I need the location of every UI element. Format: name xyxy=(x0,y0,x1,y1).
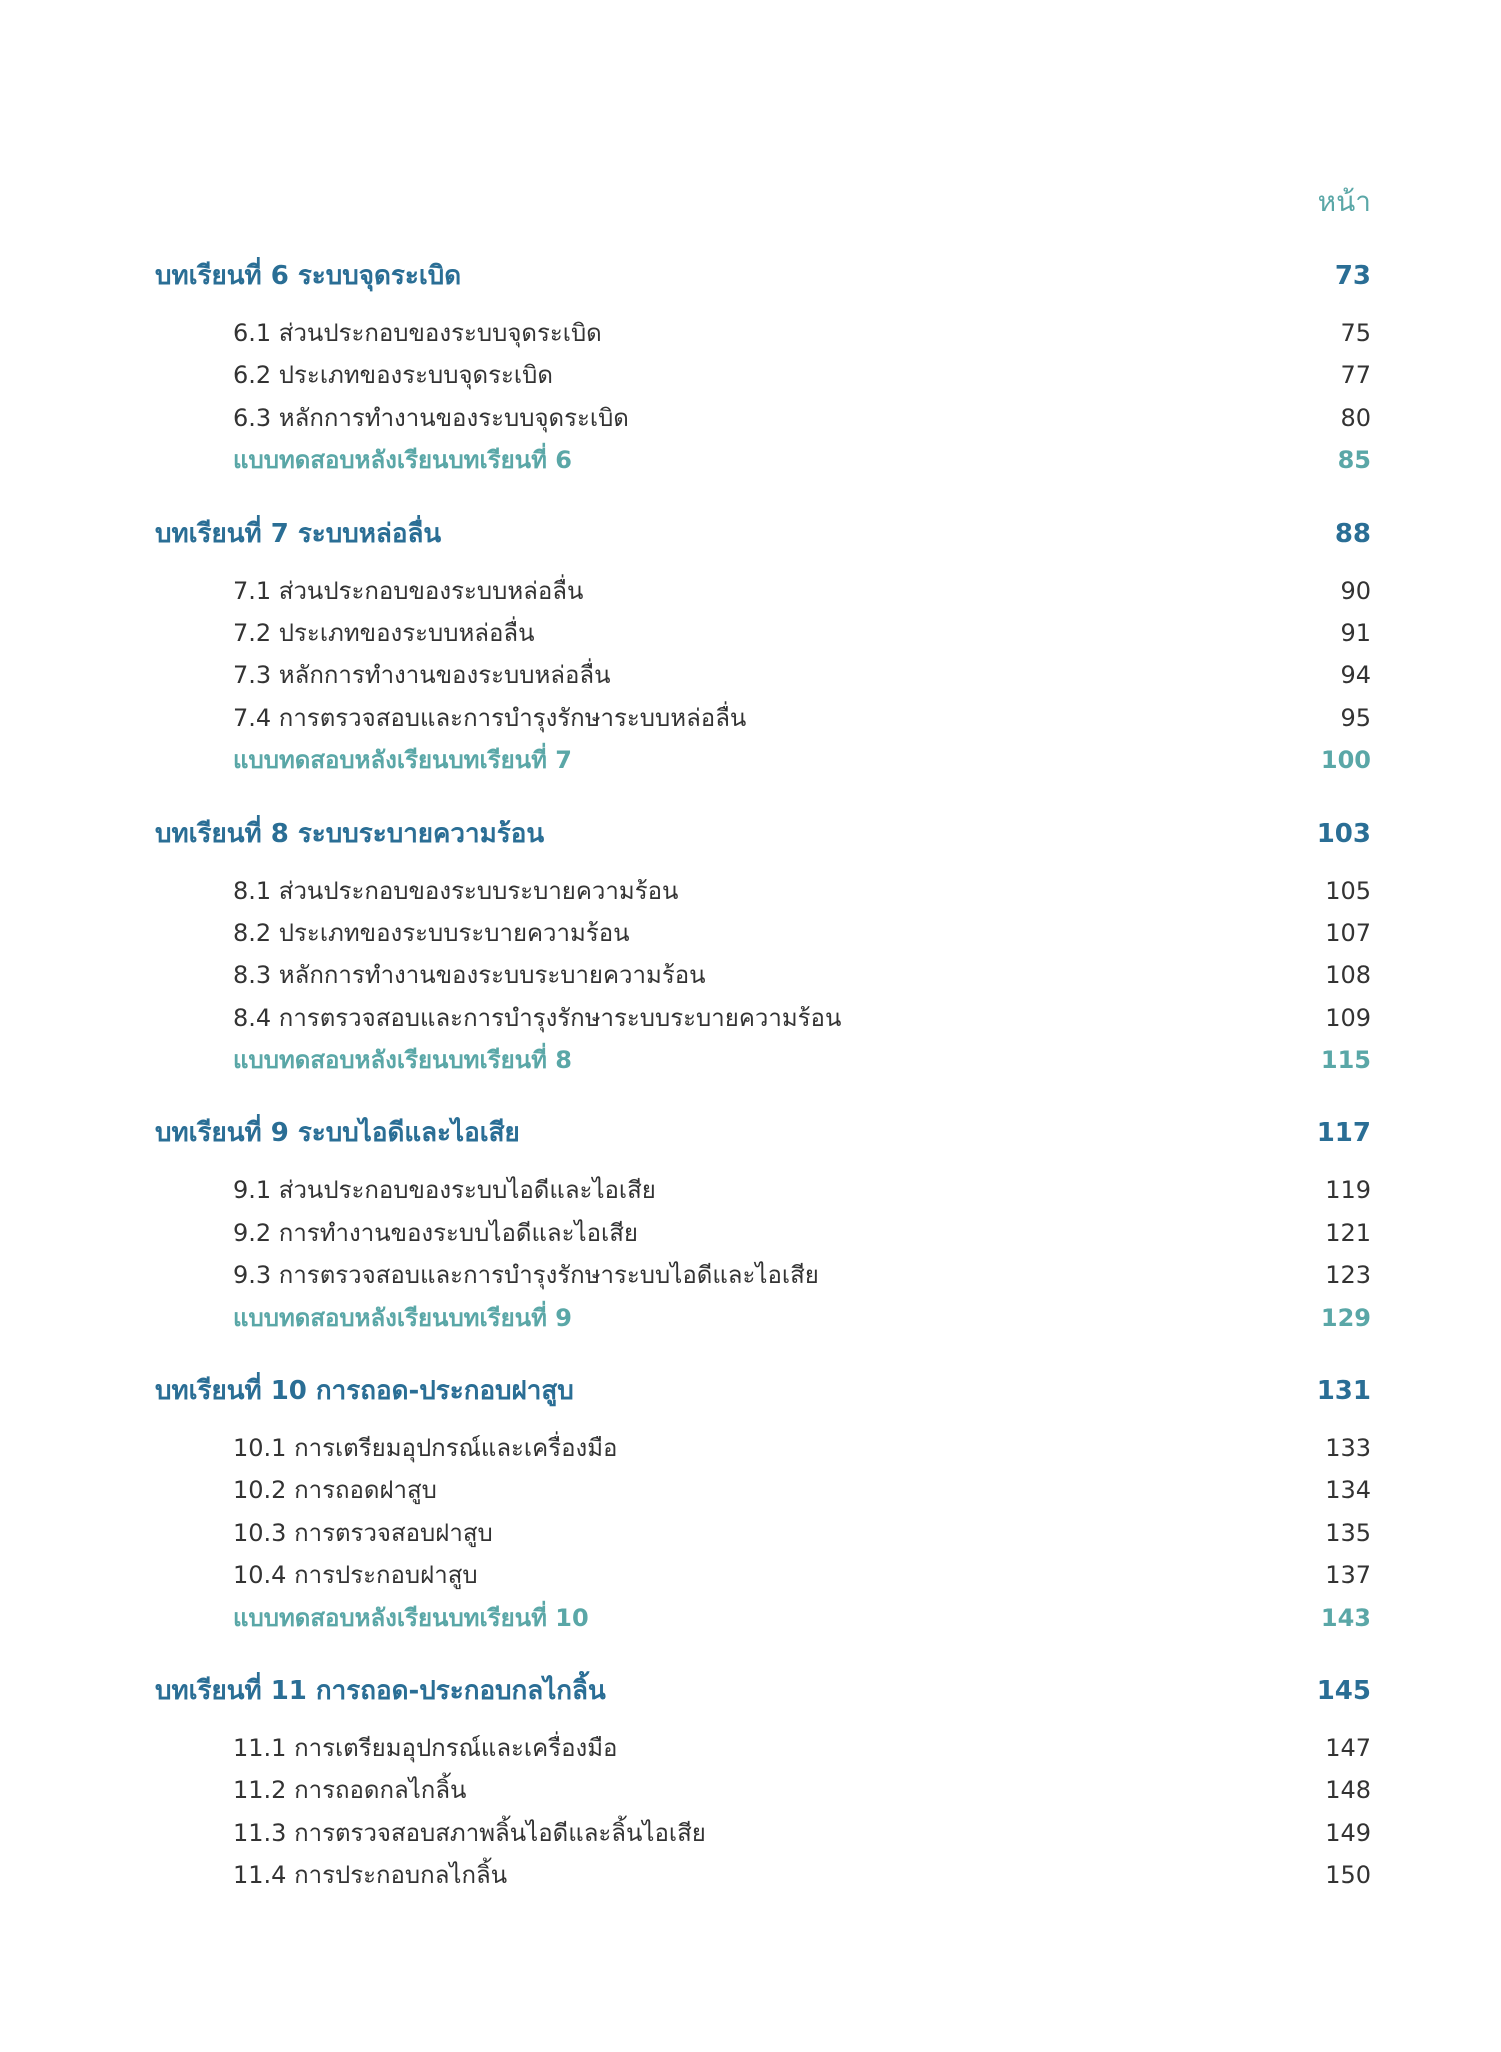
toc-entry-page-number: 95 xyxy=(1340,703,1371,732)
toc-entry xyxy=(155,1770,1371,1812)
toc-quiz-entry xyxy=(155,440,1371,482)
toc-entry-title: 10.1 การเตรียมอุปกรณ์และเครื่องมือ xyxy=(233,1434,618,1463)
toc-entry-page-number: 148 xyxy=(1325,1776,1371,1805)
toc-entry xyxy=(155,1813,1371,1855)
toc-entry-title: 7.3 หลักการทำงานของระบบหล่อลื่น xyxy=(233,661,611,690)
toc-entry xyxy=(155,698,1371,740)
toc-entry xyxy=(155,1855,1371,1897)
toc-entry-page-number: 137 xyxy=(1325,1561,1371,1590)
chapter-heading xyxy=(155,813,1371,855)
toc-chapter xyxy=(155,1112,1371,1340)
toc-entry-page-number: 94 xyxy=(1340,661,1371,690)
toc-entry-title: 11.4 การประกอบกลไกลิ้น xyxy=(233,1861,508,1890)
toc-entry xyxy=(155,613,1371,655)
toc-quiz-entry xyxy=(155,1598,1371,1640)
toc-entry-title: 7.2 ประเภทของระบบหล่อลื่น xyxy=(233,618,535,647)
toc-entry-title: 6.3 หลักการทำงานของระบบจุดระเบิด xyxy=(233,403,629,432)
toc-entry-page-number: 107 xyxy=(1325,918,1371,947)
chapter-title: บทเรียนที่ 10 การถอด-ประกอบฝาสูบ xyxy=(155,1376,574,1407)
toc-entry-title: 6.1 ส่วนประกอบของระบบจุดระเบิด xyxy=(233,319,602,347)
page-column-label: หน้า xyxy=(1317,185,1371,218)
chapter-title: บทเรียนที่ 9 ระบบไอดีและไอเสีย xyxy=(155,1118,520,1149)
toc-entry xyxy=(155,1728,1371,1770)
toc-chapter xyxy=(155,255,1371,483)
toc-entry-page-number: 134 xyxy=(1325,1476,1371,1505)
quiz-title: แบบทดสอบหลังเรียนบทเรียนที่ 6 xyxy=(233,446,572,475)
toc-chapter xyxy=(155,813,1371,1083)
chapter-title: บทเรียนที่ 11 การถอด-ประกอบกลไกลิ้น xyxy=(155,1675,606,1706)
toc-entry-page-number: 133 xyxy=(1325,1434,1371,1463)
toc-quiz-entry xyxy=(155,1040,1371,1082)
quiz-page-number: 143 xyxy=(1320,1603,1371,1632)
chapter-heading xyxy=(155,1112,1371,1154)
chapter-heading xyxy=(155,255,1371,297)
toc-entry-page-number: 91 xyxy=(1340,618,1371,647)
toc-entry xyxy=(155,955,1371,997)
toc-entry xyxy=(155,1428,1371,1470)
toc-entry-page-number: 147 xyxy=(1325,1733,1371,1762)
toc-entry-page-number: 119 xyxy=(1325,1176,1371,1205)
toc-entry-title: 11.3 การตรวจสอบสภาพลิ้นไอดีและลิ้นไอเสีย xyxy=(233,1818,706,1847)
toc-entry xyxy=(155,1213,1371,1255)
toc-entry-title: 9.2 การทำงานของระบบไอดีและไอเสีย xyxy=(233,1218,638,1247)
quiz-page-number: 115 xyxy=(1320,1046,1371,1075)
toc-quiz-entry xyxy=(155,740,1371,782)
quiz-title: แบบทดสอบหลังเรียนบทเรียนที่ 8 xyxy=(233,1046,572,1075)
toc-entry xyxy=(155,871,1371,913)
toc-entry-page-number: 123 xyxy=(1325,1261,1371,1290)
toc-entry-title: 8.3 หลักการทำงานของระบบระบายความร้อน xyxy=(233,961,706,990)
toc-entry-title: 10.4 การประกอบฝาสูบ xyxy=(233,1561,478,1590)
chapter-title: บทเรียนที่ 6 ระบบจุดระเบิด xyxy=(155,261,462,291)
toc-entry xyxy=(155,913,1371,955)
toc-entry-page-number: 75 xyxy=(1340,319,1371,347)
toc-entry-page-number: 108 xyxy=(1325,961,1371,990)
toc-entry xyxy=(155,1513,1371,1555)
toc-entry-title: 7.1 ส่วนประกอบของระบบหล่อลื่น xyxy=(233,576,584,605)
toc-entry-title: 8.1 ส่วนประกอบของระบบระบายความร้อน xyxy=(233,876,679,905)
toc-entry-page-number: 149 xyxy=(1325,1818,1371,1847)
toc-entry xyxy=(155,313,1371,355)
chapter-page-number: 131 xyxy=(1316,1376,1371,1407)
toc-quiz-entry xyxy=(155,1298,1371,1340)
chapter-page-number: 103 xyxy=(1316,818,1371,849)
toc-entry-title: 8.4 การตรวจสอบและการบำรุงรักษาระบบระบายความร้อน xyxy=(233,1003,842,1032)
chapter-page-number: 73 xyxy=(1334,261,1371,291)
quiz-page-number: 129 xyxy=(1320,1303,1371,1332)
toc-entry-page-number: 150 xyxy=(1325,1861,1371,1890)
chapter-page-number: 145 xyxy=(1316,1675,1371,1706)
chapter-heading xyxy=(155,513,1371,555)
quiz-title: แบบทดสอบหลังเรียนบทเรียนที่ 10 xyxy=(233,1603,589,1632)
toc-entry-title: 10.3 การตรวจสอบฝาสูบ xyxy=(233,1518,493,1547)
toc-entry-title: 6.2 ประเภทของระบบจุดระเบิด xyxy=(233,361,553,390)
toc-entry-page-number: 77 xyxy=(1340,361,1371,390)
toc-entry-page-number: 109 xyxy=(1325,1003,1371,1032)
toc-entry-page-number: 90 xyxy=(1340,576,1371,605)
quiz-page-number: 85 xyxy=(1337,446,1371,475)
toc-entry-page-number: 105 xyxy=(1325,876,1371,905)
toc-entry-title: 11.1 การเตรียมอุปกรณ์และเครื่องมือ xyxy=(233,1733,618,1762)
toc-entry xyxy=(155,1470,1371,1512)
toc-entry-title: 8.2 ประเภทของระบบระบายความร้อน xyxy=(233,918,630,947)
toc-entry xyxy=(155,655,1371,697)
toc-entry xyxy=(155,1555,1371,1597)
chapter-heading xyxy=(155,1670,1371,1712)
quiz-title: แบบทดสอบหลังเรียนบทเรียนที่ 7 xyxy=(233,746,572,775)
toc-chapter xyxy=(155,1370,1371,1640)
toc-entry-title: 11.2 การถอดกลไกลิ้น xyxy=(233,1776,467,1805)
toc-entry xyxy=(155,355,1371,397)
toc-entry xyxy=(155,1255,1371,1297)
toc-entry-title: 9.3 การตรวจสอบและการบำรุงรักษาระบบไอดีและไอเสีย xyxy=(233,1261,819,1290)
table-of-contents xyxy=(155,255,1371,1928)
toc-entry-page-number: 121 xyxy=(1325,1218,1371,1247)
toc-entry-title: 7.4 การตรวจสอบและการบำรุงรักษาระบบหล่อลื่น xyxy=(233,703,747,732)
toc-entry xyxy=(155,998,1371,1040)
toc-chapter xyxy=(155,1670,1371,1898)
toc-entry-page-number: 135 xyxy=(1325,1518,1371,1547)
toc-entry-title: 9.1 ส่วนประกอบของระบบไอดีและไอเสีย xyxy=(233,1176,656,1205)
chapter-page-number: 88 xyxy=(1334,518,1371,549)
quiz-title: แบบทดสอบหลังเรียนบทเรียนที่ 9 xyxy=(233,1303,572,1332)
toc-entry xyxy=(155,571,1371,613)
toc-entry xyxy=(155,398,1371,440)
toc-entry-page-number: 80 xyxy=(1340,403,1371,432)
chapter-title: บทเรียนที่ 7 ระบบหล่อลื่น xyxy=(155,518,442,549)
quiz-page-number: 100 xyxy=(1320,746,1371,775)
chapter-page-number: 117 xyxy=(1316,1118,1371,1149)
chapter-title: บทเรียนที่ 8 ระบบระบายความร้อน xyxy=(155,818,545,849)
toc-entry xyxy=(155,1170,1371,1212)
toc-entry-title: 10.2 การถอดฝาสูบ xyxy=(233,1476,437,1505)
toc-chapter xyxy=(155,513,1371,783)
chapter-heading xyxy=(155,1370,1371,1412)
